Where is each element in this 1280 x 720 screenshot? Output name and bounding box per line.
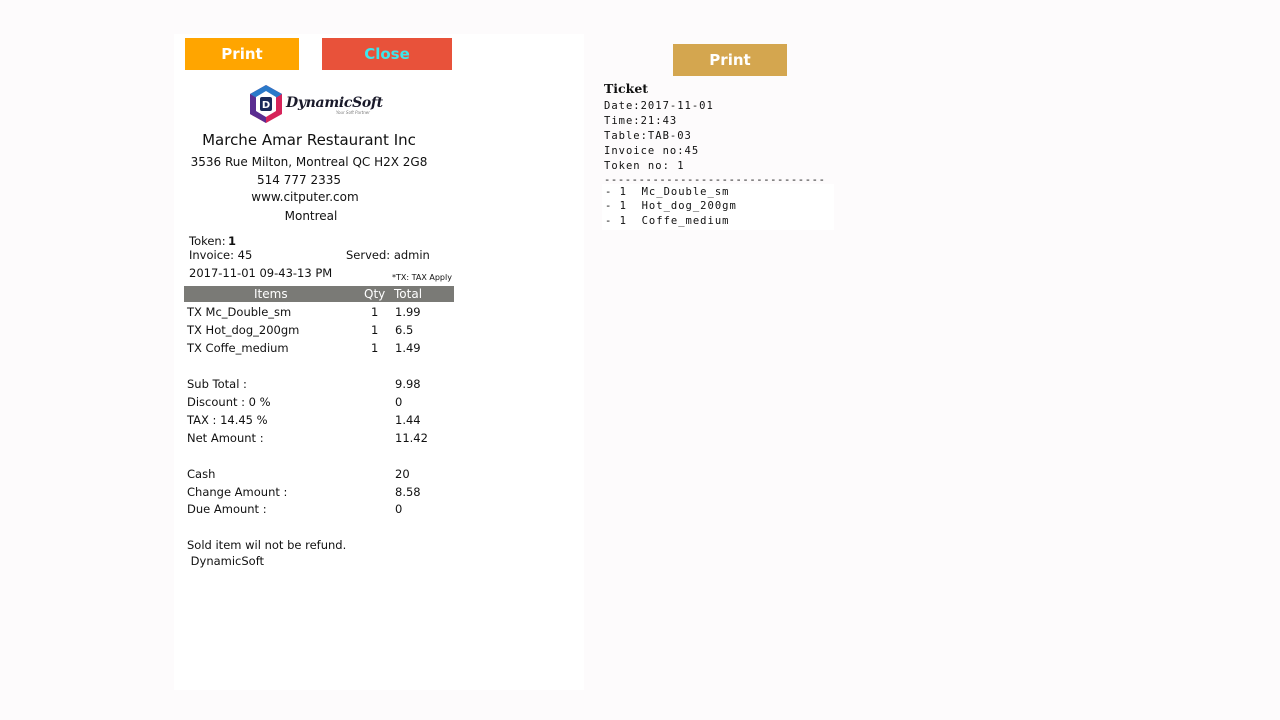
shop-phone: 514 777 2335 xyxy=(257,173,341,187)
header-qty: Qty xyxy=(364,287,386,301)
discount-value: 0 xyxy=(395,395,403,409)
discount-label: Discount : 0 % xyxy=(187,395,271,409)
token-value: 1 xyxy=(228,234,237,248)
item-name: TX Mc_Double_sm xyxy=(187,305,292,319)
invoice-number: Invoice: 45 xyxy=(189,248,253,262)
ticket-invoice: Invoice no:45 xyxy=(604,145,700,157)
ticket-separator: -------------------------------- xyxy=(604,174,826,186)
ticket-item: - 1 Hot_dog_200gm xyxy=(605,200,737,212)
item-name: TX Coffe_medium xyxy=(187,341,289,355)
ticket-print-button[interactable]: Print xyxy=(673,44,787,76)
item-total: 1.99 xyxy=(395,305,421,319)
ticket-token: Token no: 1 xyxy=(604,160,685,172)
shop-city: Montreal xyxy=(284,209,338,223)
header-total: Total xyxy=(394,287,423,301)
token-label: Token: xyxy=(189,234,226,248)
shop-name: Marche Amar Restaurant Inc xyxy=(202,131,416,149)
item-qty: 1 xyxy=(371,341,379,355)
refund-note: Sold item wil not be refund. xyxy=(187,538,347,552)
change-label: Change Amount : xyxy=(187,485,288,499)
invoice-datetime: 2017-11-01 09-43-13 PM xyxy=(189,266,333,280)
items-table-header xyxy=(184,286,454,302)
item-total: 1.49 xyxy=(395,341,421,355)
item-total: 6.5 xyxy=(395,323,414,337)
header-items: Items xyxy=(254,287,288,301)
served-by: Served: admin xyxy=(346,248,430,262)
ticket-item: - 1 Coffe_medium xyxy=(605,215,730,227)
tax-value: 1.44 xyxy=(395,413,421,427)
svg-text:D: D xyxy=(261,100,271,111)
shop-address: 3536 Rue Milton, Montreal QC H2X 2G8 xyxy=(190,155,428,169)
cash-label: Cash xyxy=(187,467,216,481)
print-button[interactable]: Print xyxy=(185,38,299,70)
subtotal-value: 9.98 xyxy=(395,377,421,391)
change-value: 8.58 xyxy=(395,485,421,499)
subtotal-label: Sub Total : xyxy=(187,377,247,391)
cash-value: 20 xyxy=(395,467,410,481)
tax-note: *TX: TAX Apply xyxy=(392,273,452,282)
net-amount-label: Net Amount : xyxy=(187,431,264,445)
item-qty: 1 xyxy=(371,323,379,337)
shop-website: www.citputer.com xyxy=(251,190,359,204)
ticket-time: Time:21:43 xyxy=(604,115,678,127)
logo-tagline: Your Soft Partner xyxy=(336,110,370,115)
close-button[interactable]: Close xyxy=(322,38,452,70)
due-value: 0 xyxy=(395,502,403,516)
due-label: Due Amount : xyxy=(187,502,267,516)
item-name: TX Hot_dog_200gm xyxy=(187,323,300,337)
item-qty: 1 xyxy=(371,305,379,319)
ticket-table: Table:TAB-03 xyxy=(604,130,692,142)
ticket-title: Ticket xyxy=(604,81,649,96)
logo-name: DynamicSoft xyxy=(286,95,383,111)
net-amount-value: 11.42 xyxy=(395,431,428,445)
ticket-item: - 1 Mc_Double_sm xyxy=(605,186,730,198)
tax-label: TAX : 14.45 % xyxy=(187,413,268,427)
ticket-date: Date:2017-11-01 xyxy=(604,100,714,112)
footer-brand: DynamicSoft xyxy=(187,554,265,568)
